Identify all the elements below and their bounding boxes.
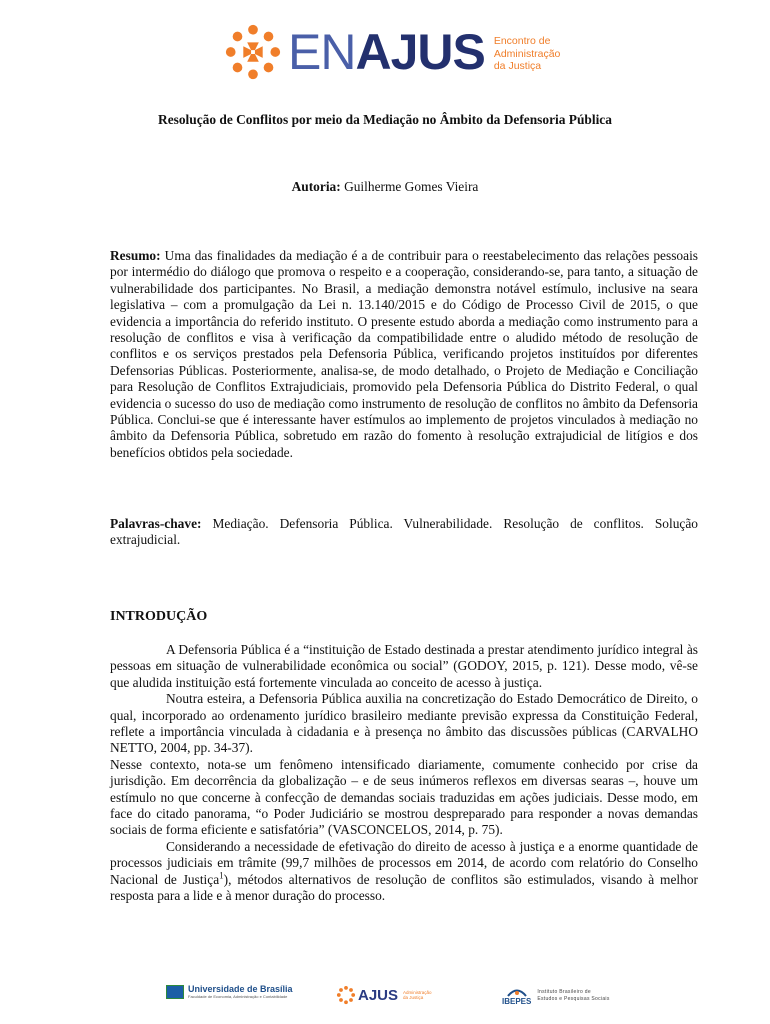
abstract-text: Uma das finalidades da mediação é a de contribuir para o reestabelecimento das relações pessoais por intermédio do diálogo que promova o respeito e a cooperação, considerando-se, para tanto, a situação de vulnerabilidade dos participantes. No Brasil, a mediação demonstra notável estímulo, inclusive na seara legislativa – com a promulgação da Lei n. 13.140/2015 e do Código de Processo Civil de 2015, o que evidencia a importância do referido instituto. O presente estudo aborda a mediação como instrumento para a resolução de conflitos e visa à verificação da compatibilidade entre o aludido método de resolução de conflitos e os serviços prestados pela Defensoria Pública, verificando projetos instituídos por diferentes Defensorias Públicas. Posteriormente, analisa-se, de modo detalhado, o Projeto de Mediação e Conciliação para Resolução de Conflitos Extrajudiciais, promovido pela Defensoria Pública do Distrito Federal, o qual evidencia o sucesso do uso de mediação como instrumento de resolução de conflitos no âmbito da Defensoria Pública. Conclui-se que é interessante haver estímulos ao implemento de projetos vinculados à mediação no âmbito da Defensoria Pública, sobretudo em razão do fomento à resolução extrajudicial de litígios e dos benefícios obtidos pela sociedade.	[110, 248, 698, 460]
enajus-logo	[222, 20, 572, 84]
author-name: Guilherme Gomes Vieira	[344, 179, 479, 194]
paper-author	[0, 179, 770, 195]
ibepes-logo: IBEPES Instituto Brasileiro de Estudos e Pesquisas Sociais	[502, 985, 610, 1006]
footnote-marker[interactable]: 1	[219, 870, 224, 881]
abstract	[110, 248, 698, 461]
introduction-body	[110, 642, 698, 905]
footer-logos	[0, 985, 770, 1009]
ibepes-emblem-icon	[506, 985, 528, 997]
unb-emblem-icon	[166, 985, 184, 999]
paragraph: A Defensoria Pública é a “instituição de Estado destinada a prestar atendimento jurídico integral às pessoas em situação de vulnerabilidade econômica ou social” (GODOY, 2015, p. 121). Desse modo, vê-se que aludida instituição está fortemente vinculada ao conceito de acesso à justiça.	[110, 642, 698, 690]
paper-title: Resolução de Conflitos por meio da Mediação no Âmbito da Defensoria Pública	[158, 112, 612, 127]
keywords-label: Palavras-chave:	[110, 516, 202, 531]
brand-wordmark: ENAJUS	[288, 24, 485, 80]
people-circle-icon	[222, 21, 284, 83]
unb-logo: Universidade de Brasília Faculdade de Economia, Administração e Contabilidade	[166, 985, 293, 999]
abstract-label: Resumo:	[110, 248, 161, 263]
paragraph: Considerando a necessidade de efetivação do direito de acesso à justiça e a enorme quantidade de processos judiciais em trâmite (99,7 milhões de processos em 2014, de acordo com relatório do Conselho Nacional de Justiça$^1$), métodos alternativos de resolução de conflitos são estimulados, visando à melhor resposta para a lide e à menor duração do processo.	[110, 838, 698, 904]
ajus-logo: AJUS Administração da Justiça	[336, 985, 432, 1005]
people-circle-icon	[336, 985, 356, 1005]
keywords-text: Mediação. Defensoria Pública. Vulnerabilidade. Resolução de conflitos. Solução extrajudicial.	[110, 516, 698, 548]
author-label: Autoria:	[291, 179, 341, 194]
keywords	[110, 516, 698, 549]
paragraph: Noutra esteira, a Defensoria Pública auxilia na concretização do Estado Democrático de Direito, o qual, incorporado ao ordenamento jurídico brasileiro mediante previsão expressa da Constituição Federal, reflete a importância vinculada à cidadania e à presença no âmbito das discussões públicas (CARVALHO NETTO, 2004, pp. 34-37).	[110, 691, 698, 756]
brand-subtitle: Encontro de Administração da Justiça	[493, 35, 561, 73]
paragraph: Nesse contexto, nota-se um fenômeno intensificado diariamente, comumente conhecido por crise da jurisdição. Em decorrência da globalização – e de seus inúmeros reflexos em diversas searas –, houve um estímulo no que concerne à confecção de demandas sociais traduzidas em ações judiciais. Desse modo, em face do citado panorama, “o Poder Judiciário se mostrou despreparado para responder a novas demandas sociais de forma eficiente e satisfatória” (VASCONCELOS, 2014, p. 75).	[110, 756, 698, 838]
section-heading-introduction: INTRODUÇÃO	[110, 609, 208, 624]
